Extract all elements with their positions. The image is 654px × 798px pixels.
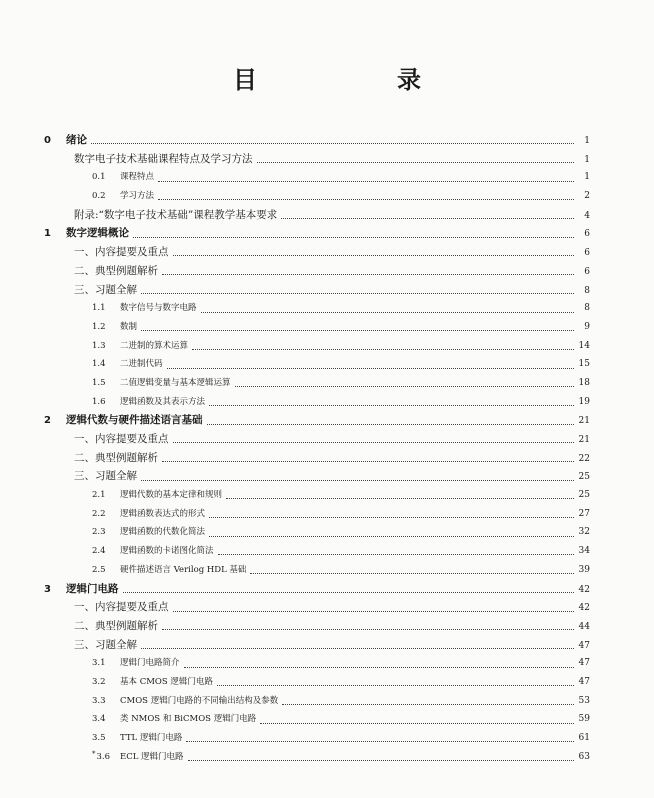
dot-leader	[257, 161, 575, 163]
toc-entry-section[interactable]	[44, 467, 590, 486]
toc-entry-section[interactable]	[44, 598, 590, 617]
toc-entry-sub[interactable]	[44, 710, 590, 729]
toc-entry-number: 0	[44, 135, 51, 146]
toc-entry-label: TTL 逻辑门电路	[120, 733, 183, 743]
toc-entry-number	[92, 748, 120, 767]
toc-entry-section[interactable]	[44, 617, 590, 636]
toc-entry-page-number: 59	[578, 714, 590, 725]
toc-entry-chapter[interactable]	[44, 131, 590, 150]
toc-entry-label: 课程特点	[120, 172, 155, 183]
toc-entry-page-number: 61	[578, 733, 590, 743]
dot-leader	[167, 367, 574, 369]
toc-entry-label: ECL 逻辑门电路	[120, 751, 184, 762]
toc-entry-section[interactable]	[44, 281, 590, 300]
toc-entry-page-number: 15	[578, 359, 590, 370]
dot-leader	[91, 142, 574, 144]
dot-leader	[281, 217, 574, 219]
dot-leader	[141, 329, 574, 331]
toc-entry-label: 数字逻辑概论	[66, 227, 129, 240]
dot-leader	[133, 236, 574, 238]
toc-entry-sub[interactable]	[44, 542, 590, 561]
toc-entry-chapter[interactable]	[44, 580, 590, 599]
toc-entry-number: 3.4	[92, 714, 106, 725]
toc-entry-number-text: 3.6	[96, 751, 111, 762]
toc-entry-page-number: 19	[578, 396, 590, 407]
toc-entry-page-number: 6	[584, 229, 590, 240]
toc-entry-page-number: 39	[578, 564, 590, 575]
toc-entry-number: 1.2	[92, 321, 106, 332]
toc-entry-label: 逻辑代数的基本定律和规则	[120, 490, 223, 501]
dot-leader	[192, 348, 574, 350]
toc-entry-page-number: 42	[578, 584, 590, 595]
toc-entry-label: 一、内容提要及重点	[74, 433, 169, 445]
toc-entry-page-number: 25	[578, 490, 590, 501]
dot-leader	[141, 479, 574, 481]
dot-leader	[173, 254, 575, 256]
toc-entry-sub[interactable]	[44, 673, 590, 692]
toc-entry-label: 三、习题全解	[74, 638, 137, 651]
toc-entry-sub[interactable]	[44, 187, 590, 206]
toc-entry-number: 2.2	[92, 508, 106, 519]
toc-entry-number: 2.4	[92, 546, 106, 557]
toc-entry-label: 二、典型例题解析	[74, 451, 158, 464]
toc-entry-page-number: 32	[578, 527, 590, 538]
toc-entry-label: 逻辑门电路简介	[120, 658, 180, 669]
toc-entry-sub[interactable]	[44, 168, 590, 187]
toc-entry-section[interactable]	[44, 150, 590, 169]
dot-leader	[217, 684, 574, 686]
toc-entry-section[interactable]	[44, 449, 590, 468]
toc-entry-number: 2.1	[92, 490, 106, 501]
toc-entry-number: 3	[44, 583, 51, 595]
dot-leader	[282, 703, 574, 705]
toc-entry-label: 类 NMOS 和 BiCMOS 逻辑门电路	[120, 714, 257, 725]
dot-leader	[250, 572, 574, 574]
toc-entry-sub[interactable]	[44, 692, 590, 711]
toc-entry-page-number: 1	[584, 136, 590, 146]
dot-leader	[235, 385, 574, 387]
dot-leader	[188, 759, 574, 761]
dot-leader	[260, 722, 574, 724]
toc-entry-label: 逻辑代数与硬件描述语言基础	[66, 414, 203, 427]
toc-entry-page-number: 1	[584, 154, 590, 165]
toc-entry-page-number: 47	[578, 658, 590, 669]
toc-entry-number: 3.2	[92, 676, 106, 687]
toc-entry-chapter[interactable]	[44, 411, 590, 430]
toc-entry-page-number: 47	[578, 676, 590, 687]
toc-entry-number: 3.1	[92, 658, 106, 669]
toc-entry-number: 2.5	[92, 564, 106, 575]
toc-entry-page-number: 18	[578, 377, 590, 388]
dot-leader	[209, 516, 574, 518]
toc-entry-label: 逻辑门电路	[66, 582, 119, 595]
toc-entry-page-number: 53	[578, 695, 590, 706]
toc-entry-sub[interactable]	[44, 374, 590, 393]
toc-entry-number: 3.5	[92, 733, 106, 743]
toc-entry-page-number: 44	[578, 621, 590, 632]
toc-entry-page-number: 42	[578, 603, 590, 614]
dot-leader	[173, 441, 575, 443]
toc-entry-number: 2	[44, 415, 51, 427]
toc-entry-sub[interactable]	[44, 355, 590, 374]
toc-entry-number: 2.3	[92, 527, 106, 538]
toc-entry-page-number: 8	[584, 285, 590, 296]
optional-marker: *	[92, 749, 96, 758]
toc-entry-number: 1.4	[92, 359, 106, 370]
toc-entry-label: 逻辑函数及其表示方法	[120, 396, 206, 407]
toc-entry-label: 附录:“数字电子技术基础”课程教学基本要求	[74, 208, 278, 221]
toc-entry-sub[interactable]	[44, 729, 590, 748]
toc-entry-page-number: 6	[584, 248, 590, 259]
dot-leader	[201, 311, 574, 313]
toc-entry-label: 三、习题全解	[74, 470, 137, 483]
dot-leader	[184, 666, 574, 668]
toc-entry-number: 1.6	[92, 396, 106, 407]
dot-leader	[226, 497, 574, 499]
toc-entry-sub[interactable]	[44, 561, 590, 580]
dot-leader	[209, 404, 574, 406]
toc-entry-page-number: 25	[578, 472, 590, 483]
dot-leader	[209, 535, 574, 537]
toc-entry-page-number: 63	[578, 751, 590, 762]
toc-entry-sub[interactable]	[44, 654, 590, 673]
toc-entry-number: 0.1	[92, 172, 106, 183]
toc-entry-chapter[interactable]	[44, 224, 590, 243]
toc-entry-label: 学习方法	[120, 191, 155, 202]
toc-entry-label: 基本 CMOS 逻辑门电路	[120, 676, 213, 687]
dot-leader	[158, 180, 574, 182]
dot-leader	[158, 198, 574, 200]
toc-entry-label: 数字信号与数字电路	[120, 303, 197, 314]
dot-leader	[162, 460, 574, 462]
toc-entry-page-number: 1	[584, 172, 590, 183]
toc-entry-page-number: 22	[578, 453, 590, 464]
toc-entry-label: 硬件描述语言 Verilog HDL 基础	[120, 564, 247, 575]
page-title: 目 录	[233, 65, 479, 94]
toc-entry-label: 逻辑函数表达式的形式	[120, 508, 206, 519]
toc-entry-label: 绪论	[66, 134, 87, 146]
toc-entry-page-number: 34	[578, 546, 590, 557]
toc-entry-label: 二进制的算术运算	[120, 340, 189, 351]
toc-entry-page-number: 6	[584, 266, 590, 277]
dot-leader	[173, 610, 575, 612]
dot-leader	[207, 423, 575, 425]
table-of-contents	[44, 131, 590, 766]
dot-leader	[218, 553, 574, 555]
dot-leader	[186, 740, 574, 742]
toc-entry-page-number: 2	[584, 191, 590, 202]
toc-entry-number: 1.5	[92, 377, 106, 388]
dot-leader	[141, 647, 574, 649]
toc-entry-page-number: 4	[584, 210, 590, 221]
toc-entry-sub[interactable]	[44, 393, 590, 412]
toc-entry-label: 三、习题全解	[74, 283, 137, 296]
toc-entry-page-number: 21	[578, 435, 590, 445]
toc-entry-sub[interactable]	[44, 505, 590, 524]
toc-entry-label: 一、内容提要及重点	[74, 601, 169, 614]
toc-entry-sub[interactable]	[44, 299, 590, 318]
toc-entry-number: 1.3	[92, 340, 106, 351]
toc-entry-number: 0.2	[92, 191, 106, 202]
toc-entry-section[interactable]	[44, 430, 590, 449]
toc-entry-sub[interactable]	[44, 337, 590, 356]
toc-entry-label: 二值逻辑变量与基本逻辑运算	[120, 377, 231, 388]
toc-entry-section[interactable]	[44, 262, 590, 281]
toc-entry-sub[interactable]	[44, 748, 590, 767]
toc-entry-number: 3.3	[92, 695, 106, 706]
dot-leader	[141, 292, 574, 294]
toc-entry-label: 二、典型例题解析	[74, 619, 158, 632]
toc-entry-label: 逻辑函数的代数化简法	[120, 527, 206, 538]
dot-leader	[123, 591, 575, 593]
toc-entry-number: 1	[44, 228, 51, 240]
toc-entry-sub[interactable]	[44, 318, 590, 337]
toc-entry-section[interactable]	[44, 206, 590, 225]
toc-entry-label: 数制	[120, 321, 138, 332]
toc-entry-page-number: 47	[578, 640, 590, 651]
toc-entry-label: 一、内容提要及重点	[74, 246, 169, 259]
toc-entry-sub[interactable]	[44, 486, 590, 505]
toc-entry-label: 逻辑函数的卡诺图化简法	[120, 546, 214, 557]
toc-entry-label: 数字电子技术基础课程特点及学习方法	[74, 152, 253, 165]
dot-leader	[162, 273, 574, 275]
toc-entry-label: 二、典型例题解析	[74, 264, 158, 277]
toc-entry-section[interactable]	[44, 636, 590, 655]
toc-entry-page-number: 8	[584, 303, 590, 314]
toc-entry-number: 1.1	[92, 303, 106, 314]
toc-entry-section[interactable]	[44, 243, 590, 262]
toc-entry-page-number: 14	[578, 340, 590, 351]
dot-leader	[162, 628, 574, 630]
toc-entry-page-number: 21	[578, 416, 590, 427]
toc-entry-sub[interactable]	[44, 523, 590, 542]
toc-entry-label: CMOS 逻辑门电路的不同输出结构及参数	[120, 695, 279, 706]
toc-entry-label: 二进制代码	[120, 359, 163, 370]
toc-entry-page-number: 9	[584, 321, 590, 332]
toc-entry-page-number: 27	[578, 508, 590, 519]
